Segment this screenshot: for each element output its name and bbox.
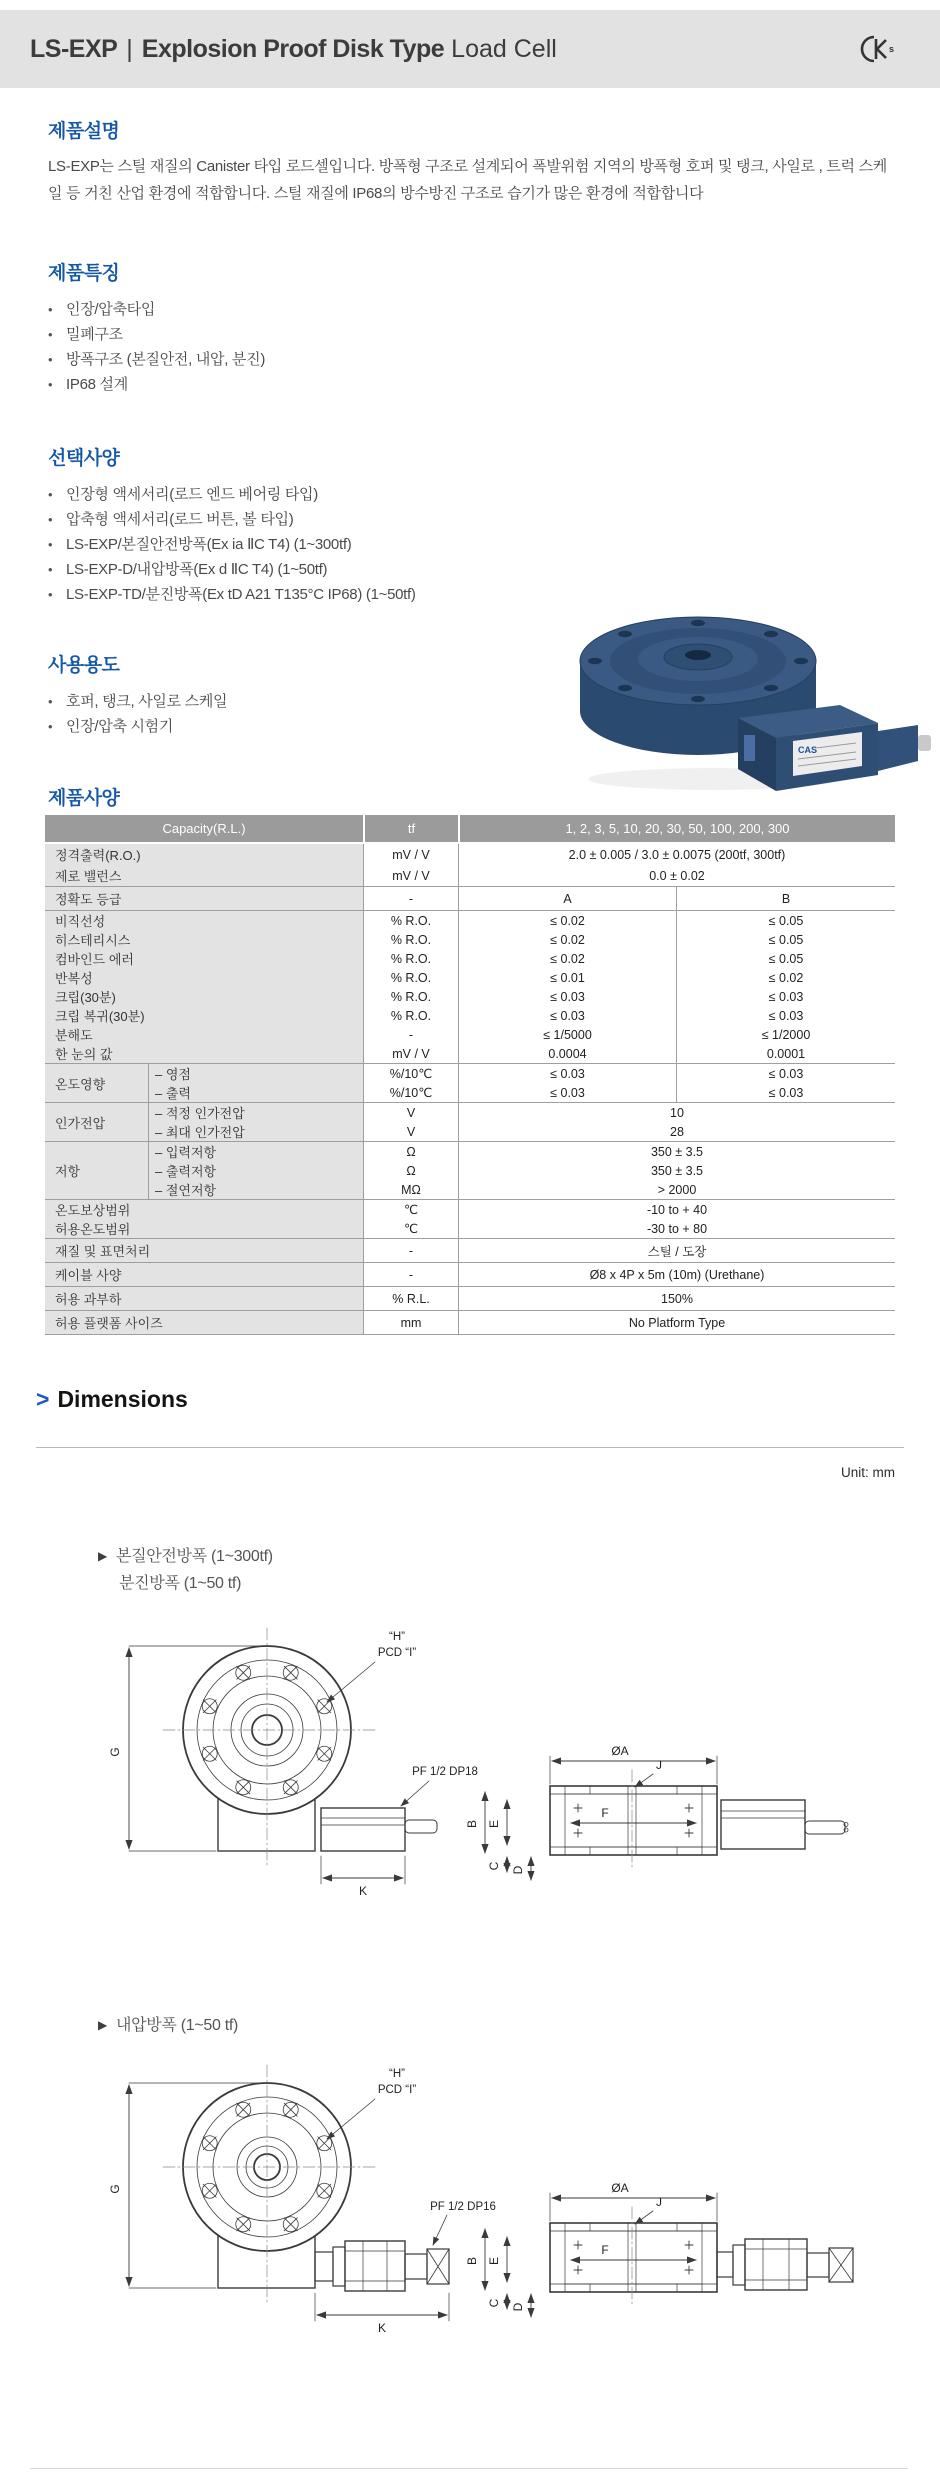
spec-unit: V: [364, 1122, 459, 1141]
list-item: [48, 582, 548, 607]
list-item-text: 밀폐구조: [66, 326, 123, 343]
spec-value: 28: [670, 1124, 684, 1139]
spec-rows: [45, 1287, 895, 1310]
list-item: [48, 557, 548, 582]
spec-unit: % R.O.: [364, 911, 459, 930]
dimensions-divider: [36, 1447, 904, 1448]
spec-unit: Ω: [364, 1142, 459, 1161]
triangle-bullet-icon: ▶: [98, 2018, 107, 2032]
col-values: 1, 2, 3, 5, 10, 20, 30, 50, 100, 200, 300: [565, 821, 790, 836]
spec-row: [45, 930, 895, 949]
dim-E: E: [487, 2256, 501, 2266]
callout-thread-1: PF 1/2 DP18: [412, 1766, 478, 1778]
dim-K: K: [358, 1884, 368, 1898]
spec-rows: [149, 1142, 895, 1199]
section-specs: [48, 783, 119, 810]
drawing2-label: [98, 2012, 238, 2039]
dim-F: F: [601, 2243, 609, 2257]
dim-C: C: [487, 1861, 501, 1871]
callout-pcd: PCD “I”: [377, 2084, 417, 2096]
spec-group-label: 온도영향: [45, 1064, 149, 1102]
spec-value: No Platform Type: [628, 1315, 726, 1330]
header-bar: [0, 10, 940, 88]
spec-label: – 최대 인가전압: [149, 1122, 364, 1141]
spec-row: [45, 1239, 895, 1262]
spec-unit: % R.O.: [364, 987, 459, 1006]
dim-J: J: [656, 1758, 662, 1772]
spec-block: [45, 1287, 895, 1311]
spec-label: 허용 플랫폼 사이즈: [45, 1311, 364, 1334]
spec-unit: % R.O.: [364, 968, 459, 987]
bullet-icon: •: [48, 719, 53, 734]
description-body: LS-EXP는 스틸 재질의 Canister 타입 로드셀입니다. 방폭형 구조로 설계되어 폭발위험 지역의 방폭형 호퍼 및 탱크, 사일로 , 트럭 스케일 등 거친 산업 환경에 적합합니다. 스틸 재질에 IP68의 방수방진 구조로 습기가 많은 환경에 적합합니다: [48, 158, 887, 202]
section-description: [48, 116, 898, 207]
spec-unit: MΩ: [364, 1180, 459, 1199]
list-item-text: 호퍼, 탱크, 사일로 스케일: [66, 693, 228, 710]
spec-rows: [149, 1064, 895, 1102]
spec-value-a: ≤ 1/5000: [459, 1025, 677, 1044]
dim-B: B: [465, 2256, 479, 2266]
title-bold: Explosion Proof Disk Type: [141, 35, 445, 63]
section-features: [48, 258, 548, 397]
drawing1: [45, 1618, 905, 1928]
spec-row: [45, 844, 895, 865]
spec-rows: [149, 1103, 895, 1141]
product-photo: [548, 583, 933, 808]
spec-label: 온도보상범위: [45, 1200, 364, 1219]
spec-value-a: A: [459, 887, 677, 910]
bullet-icon: •: [48, 512, 53, 527]
spec-value: 150%: [661, 1291, 693, 1306]
unit-note: Unit: mm: [841, 1465, 895, 1480]
dim-E: E: [487, 1819, 501, 1829]
spec-unit: ℃: [364, 1219, 459, 1238]
spec-rows: [45, 844, 895, 886]
list-item: [48, 507, 548, 532]
spec-value-b: ≤ 1/2000: [761, 1027, 811, 1042]
list-item-text: LS-EXP-D/내압방폭(Ex d ⅡC T4) (1~50tf): [66, 561, 328, 578]
spec-value-a: ≤ 0.01: [459, 968, 677, 987]
spec-table: [45, 815, 895, 1335]
spec-block: [45, 911, 895, 1064]
dim-F: F: [601, 1806, 609, 1820]
spec-label: 허용온도범위: [45, 1219, 364, 1238]
dimensions-heading-text: Dimensions: [57, 1386, 188, 1412]
spec-row: [45, 1200, 895, 1219]
drawing1-label: [98, 1543, 273, 1597]
spec-value-b: 0.0001: [766, 1046, 806, 1061]
spec-row: [45, 887, 895, 910]
features-list: [48, 297, 548, 397]
spec-value-a: ≤ 0.02: [459, 911, 677, 930]
list-item-text: LS-EXP/본질안전방폭(Ex ia ⅡC T4) (1~300tf): [66, 536, 352, 553]
spec-value-b: ≤ 0.02: [768, 970, 804, 985]
spec-unit: -: [364, 1239, 459, 1262]
spec-block: [45, 1064, 895, 1103]
spec-unit: % R.O.: [364, 930, 459, 949]
spec-unit: mV / V: [364, 1044, 459, 1063]
spec-unit: % R.L.: [364, 1287, 459, 1310]
list-item-text: 인장/압축 시험기: [66, 718, 174, 735]
dimensions-heading-arrow: >: [36, 1386, 50, 1412]
callout-pcd: PCD “I”: [377, 1647, 417, 1659]
specs-heading: 제품사양: [48, 788, 120, 809]
drawing2-label-line1: 내압방폭 (1~50 tf): [115, 2017, 239, 2034]
spec-value-b: ≤ 0.05: [768, 951, 804, 966]
spec-label: 분해도: [45, 1025, 364, 1044]
drawing1-label-line1: 본질안전방폭 (1~300tf): [115, 1548, 273, 1565]
spec-row: [45, 1263, 895, 1286]
spec-block: [45, 1103, 895, 1142]
page-title: [30, 10, 557, 88]
spec-value-b: ≤ 0.03: [768, 1085, 804, 1100]
spec-value-a: ≤ 0.02: [459, 949, 677, 968]
options-heading: 선택사양: [48, 448, 120, 469]
list-item-text: 압축형 액세서리(로드 버튼, 볼 타입): [66, 511, 294, 528]
dim-diaA: ØA: [611, 1744, 629, 1758]
list-item: [48, 297, 548, 322]
spec-label: – 입력저항: [149, 1142, 364, 1161]
spec-block: [45, 1311, 895, 1335]
dim-diaA: ØA: [611, 2181, 629, 2195]
spec-label: 반복성: [45, 968, 364, 987]
section-applications: [48, 650, 548, 739]
spec-value: -10 to + 40: [646, 1202, 708, 1217]
spec-label: 크립(30분): [45, 987, 364, 1006]
kc-mark-s: s: [889, 44, 895, 54]
spec-unit: %/10℃: [364, 1083, 459, 1102]
dim-K: K: [377, 2321, 387, 2335]
dim-G: G: [108, 1747, 122, 1757]
spec-row: [45, 1219, 895, 1238]
spec-row: [45, 1006, 895, 1025]
spec-value: 2.0 ± 0.005 / 3.0 ± 0.0075 (200tf, 300tf): [568, 847, 786, 862]
col-unit: tf: [365, 815, 460, 842]
bullet-icon: •: [48, 302, 53, 317]
col-capacity: Capacity(R.L.): [45, 815, 365, 842]
bullet-icon: •: [48, 487, 53, 502]
spec-unit: V: [364, 1103, 459, 1122]
spec-block: [45, 844, 895, 887]
bullet-icon: •: [48, 537, 53, 552]
list-item-text: IP68 설계: [66, 376, 128, 393]
list-item: [48, 482, 548, 507]
spec-value: > 2000: [657, 1182, 697, 1197]
dim-D: D: [511, 2302, 525, 2312]
bottom-divider: [30, 2468, 908, 2469]
applications-heading: 사용용도: [48, 655, 120, 676]
list-item-text: 방폭구조 (본질안전, 내압, 분진): [66, 351, 266, 368]
spec-label: 컴바인드 에러: [45, 949, 364, 968]
list-item: [48, 347, 548, 372]
spec-block: [45, 1142, 895, 1200]
spec-value-a: ≤ 0.03: [459, 1006, 677, 1025]
spec-row: [149, 1180, 895, 1199]
spec-row: [149, 1103, 895, 1122]
spec-unit: %/10℃: [364, 1064, 459, 1083]
spec-block: [45, 887, 895, 911]
spec-unit: -: [364, 1025, 459, 1044]
spec-row: [45, 865, 895, 886]
dim-B: B: [465, 1819, 479, 1829]
dim-D: D: [511, 1865, 525, 1875]
spec-row: [45, 949, 895, 968]
triangle-bullet-icon: ▶: [98, 1549, 107, 1563]
spec-unit: -: [364, 1263, 459, 1286]
spec-block: [45, 1263, 895, 1287]
spec-unit: Ω: [364, 1161, 459, 1180]
spec-rows: [45, 1200, 895, 1238]
spec-rows: [45, 911, 895, 1063]
description-heading: 제품설명: [48, 121, 120, 142]
spec-value-a: ≤ 0.03: [459, 1064, 677, 1083]
spec-unit: mm: [364, 1311, 459, 1334]
list-item: [48, 689, 548, 714]
spec-label: 한 눈의 값: [45, 1044, 364, 1063]
spec-label: – 적정 인가전압: [149, 1103, 364, 1122]
bullet-icon: •: [48, 587, 53, 602]
spec-value-b: ≤ 0.05: [768, 913, 804, 928]
spec-row: [45, 1025, 895, 1044]
spec-label: 제로 밸런스: [45, 865, 364, 886]
list-item: [48, 532, 548, 557]
spec-value: Ø8 x 4P x 5m (10m) (Urethane): [589, 1267, 765, 1282]
list-item-text: 인장/압축타입: [66, 301, 156, 318]
spec-row: [45, 968, 895, 987]
spec-label: 정확도 등급: [45, 887, 364, 910]
drawing1-label-line2: 분진방폭 (1~50 tf): [119, 1575, 242, 1592]
list-item-text: LS-EXP-TD/분진방폭(Ex tD A21 T135°C IP68) (1~50tf): [66, 586, 416, 603]
spec-label: 케이블 사양: [45, 1263, 364, 1286]
spec-value-b: ≤ 0.03: [768, 1066, 804, 1081]
spec-value-a: 0.0004: [459, 1044, 677, 1063]
spec-row: [45, 987, 895, 1006]
cable: [918, 735, 931, 751]
spec-table-header: [45, 815, 895, 842]
spec-value: 10: [670, 1105, 684, 1120]
spec-value-a: ≤ 0.02: [459, 930, 677, 949]
spec-value-b: B: [781, 891, 791, 906]
spec-unit: % R.O.: [364, 1006, 459, 1025]
spec-rows: [45, 887, 895, 910]
spec-value-b: ≤ 0.03: [768, 1008, 804, 1023]
cable-gland: [878, 725, 918, 771]
title-regular: Load Cell: [451, 35, 557, 63]
callout-hole: “H”: [389, 1631, 405, 1643]
options-list: [48, 482, 548, 607]
spec-row: [45, 1044, 895, 1063]
section-options: [48, 443, 548, 607]
dimensions-heading: [36, 1386, 188, 1413]
spec-group-label: 저항: [45, 1142, 149, 1199]
brand-logo: CAS: [798, 745, 818, 755]
bullet-icon: •: [48, 694, 53, 709]
spec-rows: [45, 1311, 895, 1334]
dim-C: C: [487, 2298, 501, 2308]
spec-value: 350 ± 3.5: [650, 1163, 704, 1178]
spec-row: [45, 911, 895, 930]
spec-label: 재질 및 표면처리: [45, 1239, 364, 1262]
spec-value: 0.0 ± 0.02: [649, 868, 705, 883]
kc-certification-icon: [860, 34, 896, 69]
list-item: [48, 322, 548, 347]
bullet-icon: •: [48, 327, 53, 342]
applications-list: [48, 689, 548, 739]
spec-value-b: ≤ 0.03: [768, 989, 804, 1004]
spec-label: – 절연저항: [149, 1180, 364, 1199]
spec-unit: -: [364, 887, 459, 910]
spec-label: – 영점: [149, 1064, 364, 1083]
bullet-icon: •: [48, 377, 53, 392]
spec-unit: mV / V: [364, 865, 459, 886]
spec-label: 크립 복귀(30분): [45, 1006, 364, 1025]
spec-row: [149, 1142, 895, 1161]
dim-G: G: [108, 2184, 122, 2194]
spec-label: 정격출력(R.O.): [45, 844, 364, 865]
spec-label: 히스테리시스: [45, 930, 364, 949]
bullet-icon: •: [48, 562, 53, 577]
spec-value: 350 ± 3.5: [650, 1144, 704, 1159]
spec-value-b: ≤ 0.05: [768, 932, 804, 947]
spec-block: [45, 1239, 895, 1263]
spec-rows: [45, 1263, 895, 1286]
spec-block: [45, 1200, 895, 1239]
spec-value-a: ≤ 0.03: [459, 1083, 677, 1102]
spec-row: [45, 1311, 895, 1334]
spec-value: -30 to + 80: [646, 1221, 708, 1236]
features-heading: 제품특징: [48, 263, 120, 284]
spec-label: – 출력저항: [149, 1161, 364, 1180]
spec-row: [149, 1064, 895, 1083]
spec-label: – 출력: [149, 1083, 364, 1102]
spec-value: 스틸 / 도장: [647, 1244, 707, 1259]
spec-unit: % R.O.: [364, 949, 459, 968]
spec-unit: mV / V: [364, 844, 459, 865]
callout-hole: “H”: [389, 2068, 405, 2080]
spec-rows: [45, 1239, 895, 1262]
spec-row: [45, 1287, 895, 1310]
spec-row: [149, 1161, 895, 1180]
callout-thread-2: PF 1/2 DP16: [430, 2201, 496, 2213]
spec-label: 허용 과부하: [45, 1287, 364, 1310]
list-item: [48, 372, 548, 397]
bullet-icon: •: [48, 352, 53, 367]
spec-group-label: 인가전압: [45, 1103, 149, 1141]
spec-row: [149, 1122, 895, 1141]
spec-label: 비직선성: [45, 911, 364, 930]
drawing2: [45, 2055, 905, 2365]
dim-J: J: [656, 2195, 662, 2209]
list-item: [48, 714, 548, 739]
list-item-text: 인장형 액세서리(로드 엔드 베어링 타입): [66, 486, 318, 503]
spec-unit: ℃: [364, 1200, 459, 1219]
spec-value-a: ≤ 0.03: [459, 987, 677, 1006]
side-label: [744, 735, 755, 761]
spec-row: [149, 1083, 895, 1102]
title-separator: |: [126, 35, 133, 63]
model-name: LS-EXP: [30, 35, 118, 63]
